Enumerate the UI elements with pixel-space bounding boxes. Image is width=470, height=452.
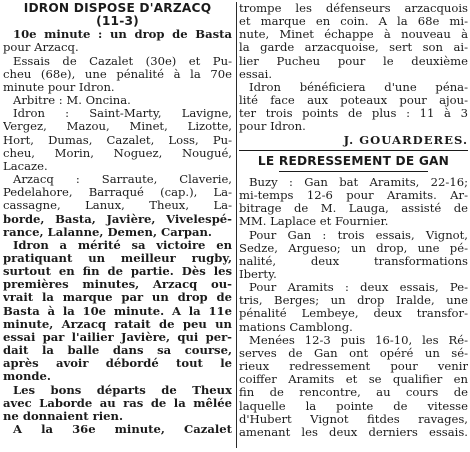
text-line: minute pour Idron. [3, 80, 115, 94]
column-rule [236, 2, 237, 448]
text-line: fin de rencontre, au cours de [239, 386, 468, 400]
text-line: laquelle la pointe de vitesse [239, 399, 468, 413]
article-body [3, 28, 232, 436]
text-line: pour Idron. [239, 120, 306, 134]
text-line: minute, Arzacq ratait de peu un [3, 317, 232, 331]
text-line: Vergez, Mazou, Minet, Lizotte, [3, 120, 232, 134]
article-title-gan: LE REDRESSEMENT DE GAN [257, 154, 450, 168]
text-line: mi-temps 12-6 pour Aramits. Ar- [239, 189, 468, 203]
text-line: amenant les deux derniers essais. [239, 425, 468, 439]
left-column [3, 2, 232, 436]
text-line: avec Laborde au ras de la mêlée [3, 396, 232, 410]
text-line: Essais de Cazalet (30e) et Pu- [13, 54, 232, 68]
text-line: Basta à la 10e minute. A la 11e [3, 304, 232, 318]
text-line: Menées 12-3 puis 16-10, les Ré- [249, 333, 468, 347]
text-line: d'Hubert Vignot fitdes ravages, [239, 412, 468, 426]
text-line: lité face aux poteaux pour ajou- [239, 94, 468, 108]
text-line: cheu (68e), une pénalité à la 70e [3, 67, 232, 81]
text-line: et marque en coin. A la 68e mi- [239, 15, 468, 29]
text-line: Arbitre : M. Oncina. [13, 94, 131, 108]
text-line: ter trois points de plus : 11 à 3 [239, 107, 468, 121]
article-body-gan [239, 176, 468, 439]
text-line: Iberty. [239, 267, 277, 281]
text-line: dait la balle dans sa course, [3, 344, 232, 358]
lineup-idron: Idron : Saint-Marty, Lavigne, [13, 107, 232, 121]
text-line: bitrage de M. Lauga, assisté de [239, 202, 468, 216]
text-line: serves de Gan ont opéré un sé- [239, 346, 468, 360]
text-line: vrait la marque par un drop de [3, 291, 232, 305]
text-line: premières minutes, Arzacq ou- [3, 278, 232, 292]
text-line: la garde arzacquoise, sert son ai- [239, 41, 468, 55]
text-line: pénalité Lembeye, deux transfor- [239, 307, 468, 321]
text-line: borde, Basta, Javière, Vivelespé- [3, 212, 232, 226]
article-title: IDRON DISPOSE D'ARZACQ [23, 2, 212, 15]
text-line: Pour Aramits : deux essais, Pe- [249, 281, 468, 295]
text-line: surtout en fin de partie. Dès les [3, 265, 232, 279]
article-separator [239, 150, 468, 151]
text-line: essai par l'ailier Javière, qui per- [3, 330, 232, 344]
text-line: coiffer Aramits et se qualifier en [239, 373, 468, 387]
text-line: Idron bénéficiera d'une péna- [249, 80, 468, 94]
text-line: nalité, deux transformations [239, 254, 468, 268]
author-signature: J. GOUARDERES. [343, 133, 468, 147]
text-line: monde. [3, 370, 51, 384]
text-line: cheu, Morin, Noguez, Nougué, [3, 146, 232, 160]
text-line: après avoir débordé tout le [3, 357, 232, 371]
text-line: essai. [239, 67, 273, 81]
text-line: ne donnaient rien. [3, 409, 124, 423]
text-line: nute, Minet échappe à nouveau à [239, 28, 468, 42]
text-line: Pour Gan : trois essais, Vignot, [249, 228, 468, 242]
text-line: pour Arzacq. [3, 41, 79, 55]
text-line: rance, Lalanne, Demen, Carpan. [3, 225, 212, 239]
text-line: Idron a mérité sa victoire en [13, 238, 232, 252]
text-line: lier Pucheu pour le deuxième [239, 54, 468, 68]
title-underline [279, 171, 428, 172]
text-line: MM. Laplace et Fournier. [239, 215, 389, 229]
text-line: tris, Berges; un drop Iralde, une [239, 294, 468, 308]
text-line: A la 36e minute, Cazalet [13, 423, 232, 436]
text-line: rieux redressement pour venir [239, 360, 468, 374]
text-line: pratiquant un meilleur rugby, [3, 251, 232, 265]
lineup-arzacq: Arzacq : Sarraute, Claverie, [13, 173, 232, 187]
text-line: trompe les défenseurs arzacquois [239, 2, 468, 15]
text-line: Pedelahore, Barraqué (cap.), La- [3, 186, 232, 200]
text-line: Lacaze. [3, 159, 48, 173]
text-line: Buzy : Gan bat Aramits, 22-16; [249, 175, 468, 189]
article-continuation [239, 2, 468, 134]
text-line: mations Camblong. [239, 320, 353, 334]
text-line: Hort, Dumas, Cazalet, Loss, Pu- [3, 133, 232, 147]
article-score: (11-3) [96, 15, 139, 29]
text-line: 10e minute : un drop de Basta [13, 28, 232, 42]
text-line: Sedze, Argueso; un drop, une pé- [239, 241, 468, 255]
right-column [239, 2, 468, 439]
text-line: Les bons départs de Theux [13, 383, 232, 397]
text-line: cassagne, Lanux, Theux, La- [3, 199, 232, 213]
